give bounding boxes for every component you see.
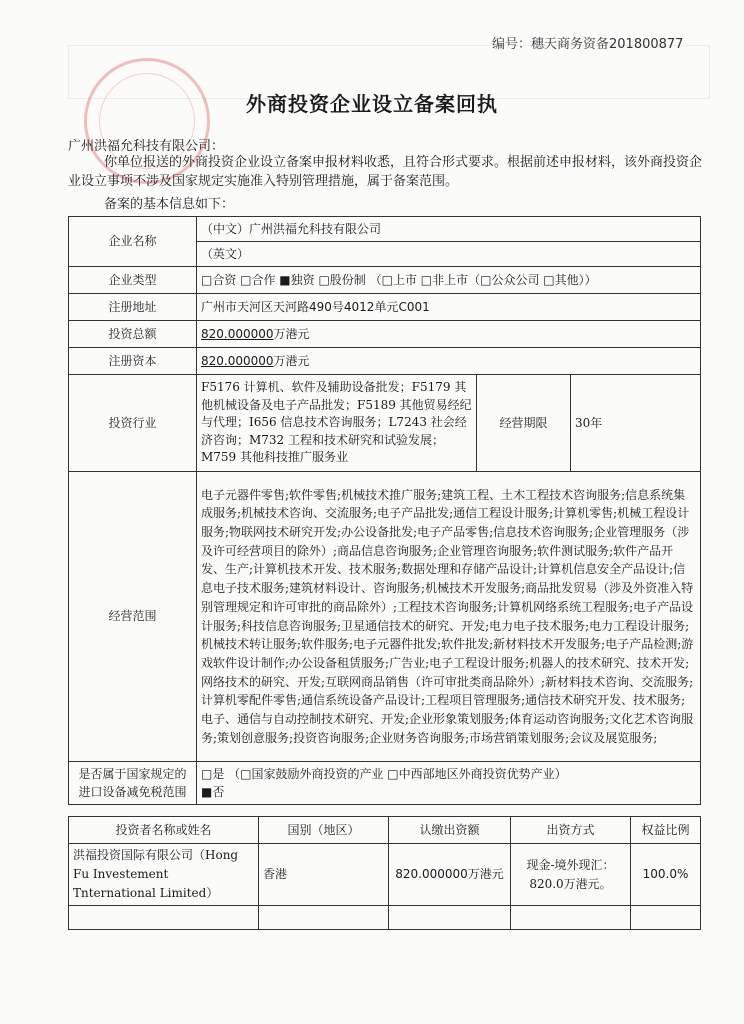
basic-info-label: 备案的基本信息如下： [104, 197, 235, 212]
empty-table-row [69, 906, 701, 930]
company-type-options: □合资 □合作 ■独资 □股份制 （□上市 □非上市（□公众公司 □其他）） [197, 267, 701, 294]
header-investor-name: 投资者名称或姓名 [69, 817, 259, 844]
company-type-label: 企业类型 [69, 267, 197, 294]
serial-number: 编号：穗天商务资备201800877 [492, 37, 684, 52]
business-scope-value: 电子元器件零售;软件零售;机械技术推广服务;建筑工程、土木工程技术咨询服务;信息系统集成服务;机械技术咨询、交流服务;电子产品批发;通信工程设计服务;计算机零售;机械工程设计服务;物联网技术研究开发;办公设备批发;电子产品零售;信息技术咨询服务;企业管理服务（涉及许可经营项目的除外）;商品信息咨询服务;企业管理咨询服务;软件测试服务;软件产品开发、生产;计算机技术开发、技术服务;数据处理和存储产品设计;计算机信息安全产品设计;信息电子技术服务;建筑材料设计、咨询服务;机械技术开发服务;商品批发贸易（涉及外资准入特别管理规定和许可审批的商品除外）;工程技术咨询服务;计算机网络系统工程服务;电子产品设计服务;科技信息咨询服务;卫星通信技术的研究、开发;电力电子技术服务;电力工程设计服务;机械技术转让服务;软件服务;电子元器件批发;软件批发;新材料技术开发服务;电子产品检测;游戏软件设计制作;办公设备租赁服务;广告业;电子工程设计服务;机器人的技术研究、技术开发;网络技术的研究、开发;互联网商品销售（许可审批类商品除外）;新材料技术咨询、交流服务;计算机零配件零售;通信系统设备产品设计;工程项目管理服务;通信技术研究开发、技术服务;电子、通信与自动控制技术研究、开发;企业形象策划服务;体育运动咨询服务;文化艺术咨询服务;策划创意服务;投资咨询服务;企业财务咨询服务;市场营销策划服务;会议及展览服务; [197, 472, 701, 762]
registered-capital-amount: 820.000000 [201, 353, 274, 368]
registered-address-label: 注册地址 [69, 294, 197, 321]
tax-reduction-label: 是否属于国家规定的进口设备减免税范围 [69, 762, 197, 805]
total-investment-label: 投资总额 [69, 321, 197, 348]
total-investment-row [69, 321, 701, 348]
investor-contribution-method: 现金-境外现汇：820.0万港元。 [511, 844, 631, 906]
investor-country: 香港 [259, 844, 389, 906]
investor-subscribed-amount: 820.000000万港元 [389, 844, 511, 906]
total-investment-amount: 820.000000 [201, 326, 274, 341]
header-subscribed-amount: 认缴出资额 [389, 817, 511, 844]
investor-equity-ratio: 100.0% [631, 844, 701, 906]
registered-capital-unit: 万港元 [273, 353, 310, 368]
company-name-en: （英文） [197, 242, 701, 267]
registered-address-row [69, 294, 701, 321]
investors-table [68, 816, 701, 930]
operating-period-value: 30年 [571, 375, 701, 472]
operating-period-label: 经营期限 [477, 375, 571, 472]
header-equity-ratio: 权益比例 [631, 817, 701, 844]
header-country: 国别（地区） [259, 817, 389, 844]
addressee: 广州洪福允科技有限公司： [68, 139, 225, 154]
tax-reduction-row [69, 762, 701, 805]
table-row [69, 844, 701, 906]
tax-reduction-no-option: ■否 [201, 785, 225, 799]
company-name-cn: （中文）广州洪福允科技有限公司 [197, 217, 701, 242]
business-scope-label: 经营范围 [69, 472, 197, 762]
document-title: 外商投资企业设立备案回执 [246, 92, 498, 116]
registered-capital-label: 注册资本 [69, 348, 197, 375]
registered-capital-row [69, 348, 701, 375]
company-type-row [69, 267, 701, 294]
company-name-label: 企业名称 [69, 217, 197, 267]
filing-info-table [68, 216, 701, 805]
intro-paragraph: 你单位报送的外商投资企业设立备案申报材料收悉，且符合形式要求。根据前述申报材料，该外商投资企业设立事项不涉及国家规定实施准入特别管理措施，属于备案范围。 [68, 155, 703, 189]
business-scope-row [69, 472, 701, 762]
industry-value: F5176 计算机、软件及辅助设备批发；F5179 其他机械设备及电子产品批发；F5189 其他贸易经纪与代理；I656 信息技术咨询服务；L7243 社会经济咨询；M732 工程和技术研究和试验发展；M759 其他科技推广服务业 [197, 375, 477, 472]
company-name-row [69, 217, 701, 242]
investors-header-row [69, 817, 701, 844]
total-investment-unit: 万港元 [273, 326, 310, 341]
registered-address-value: 广州市天河区天河路490号4012单元C001 [197, 294, 701, 321]
tax-reduction-yes-option: □是 （□国家鼓励外商投资的产业 □中西部地区外商投资优势产业） [201, 767, 567, 781]
industry-row [69, 375, 701, 472]
industry-label: 投资行业 [69, 375, 197, 472]
header-contribution-method: 出资方式 [511, 817, 631, 844]
investor-name: 洪福投资国际有限公司（Hong Fu Investement Tnternational Limited） [69, 844, 259, 906]
